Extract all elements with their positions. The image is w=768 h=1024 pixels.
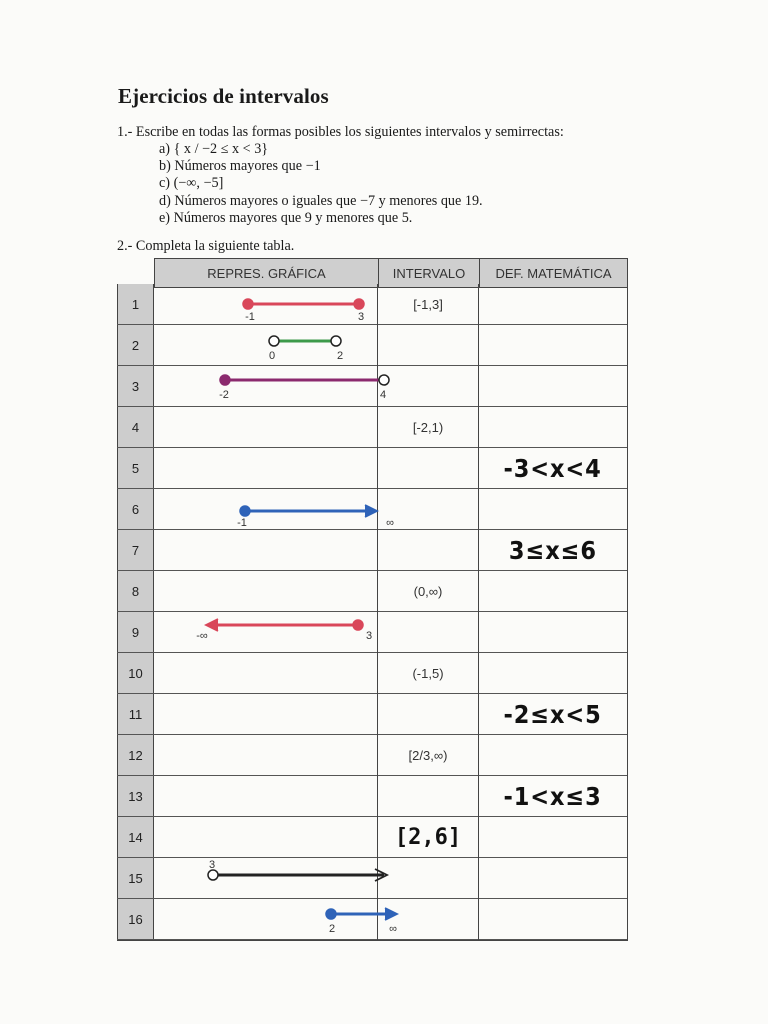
table-row [117,694,628,735]
repres-grafica-cell[interactable] [154,817,378,858]
def-matematica-cell[interactable] [479,325,628,366]
intervalo-cell[interactable] [378,325,479,366]
def-matematica-cell[interactable] [479,407,628,448]
def-matematica-cell[interactable] [479,735,628,776]
repres-grafica-cell[interactable] [154,448,378,489]
row-number: 9 [131,625,140,640]
right-endpoint-label: ∞ [389,923,397,935]
right-endpoint-label: 4 [379,389,387,401]
repres-grafica-cell[interactable] [154,694,378,735]
interval-table [117,258,628,942]
row-number: 11 [128,707,143,722]
table-row [117,571,628,612]
def-matematica-cell[interactable] [479,899,628,940]
exercise-1-item-e: e) Números mayores que 9 y menores que 5. [159,209,413,226]
row-number: 12 [128,748,143,763]
number-line-graph [154,899,397,940]
intervalo-value: (0,∞) [413,584,443,599]
closed-endpoint [353,620,363,630]
number-line-graph [154,325,378,366]
row-number: 14 [128,830,143,845]
def-matematica-cell[interactable] [479,694,628,735]
def-matematica-cell[interactable] [479,776,628,817]
intervalo-cell[interactable] [378,735,479,776]
table-row [117,407,628,448]
open-endpoint [269,336,279,346]
repres-grafica-cell[interactable] [154,653,378,694]
row-number: 15 [128,871,143,886]
repres-grafica-cell[interactable] [154,407,378,448]
closed-endpoint [326,909,336,919]
intervalo-cell[interactable] [378,489,479,530]
table-row [117,612,628,653]
table-row [117,366,628,407]
table-row [117,530,628,571]
intervalo-cell[interactable] [378,694,479,735]
right-endpoint-label: 3 [357,311,365,323]
def-matematica-value: -3<x<4 [503,454,603,483]
number-line-graph [154,284,378,325]
repres-grafica-cell[interactable] [154,284,378,325]
repres-grafica-cell[interactable] [154,899,397,940]
header-repres-grafica: REPRES. GRÁFICA [154,258,378,288]
repres-grafica-cell[interactable] [154,776,378,817]
row-number: 2 [131,338,140,353]
row-number: 16 [128,912,143,927]
def-matematica-cell[interactable] [479,530,628,571]
table-row [117,735,628,776]
def-matematica-cell[interactable] [479,858,628,899]
row-number: 8 [131,584,140,599]
closed-endpoint [243,299,253,309]
repres-grafica-cell[interactable] [154,735,378,776]
intervalo-cell[interactable] [378,407,479,448]
left-endpoint-label: 2 [328,923,336,935]
table-bottom-border [117,940,628,941]
def-matematica-value: -2≤x<5 [503,700,603,729]
number-line-graph [154,489,394,530]
header-intervalo: INTERVALO [378,258,479,288]
right-endpoint-label: 2 [336,350,344,362]
repres-grafica-cell[interactable] [154,325,378,366]
open-endpoint [208,870,218,880]
left-endpoint-label: -1 [237,517,247,529]
closed-endpoint [220,375,230,385]
def-matematica-value: -1<x≤3 [503,782,603,811]
intervalo-cell[interactable] [378,817,479,858]
exercise-2-prompt: 2.- Completa la siguiente tabla. [117,238,295,254]
right-endpoint-label: ∞ [386,517,394,529]
def-matematica-cell[interactable] [479,366,628,407]
def-matematica-cell[interactable] [479,448,628,489]
open-endpoint [331,336,341,346]
def-matematica-cell[interactable] [479,653,628,694]
arrow-head [365,505,377,517]
repres-grafica-cell[interactable] [154,612,378,653]
right-endpoint-label: 3 [365,630,373,642]
table-row [117,653,628,694]
number-line-graph [154,858,378,899]
repres-grafica-cell[interactable] [154,366,387,407]
left-endpoint-label: 0 [268,350,276,362]
exercise-1-item-a: a) { x / −2 ≤ x < 3} [159,141,269,157]
table-row [117,489,628,530]
intervalo-cell[interactable] [378,612,479,653]
repres-grafica-cell[interactable] [154,571,378,612]
row-number: 1 [131,297,140,312]
closed-endpoint [354,299,364,309]
intervalo-value: [-1,3] [413,297,443,312]
exercise-1-prompt: 1.- Escribe en todas las formas posibles los siguientes intervalos y semirrectas: [117,124,564,140]
exercise-1-items [159,141,483,227]
def-matematica-cell[interactable] [479,571,628,612]
header-def-matematica: DEF. MATEMÁTICA [479,258,628,288]
table-row [117,817,628,858]
left-endpoint-label: -∞ [196,630,208,642]
def-matematica-cell[interactable] [479,817,628,858]
row-number: 6 [131,502,140,517]
intervalo-cell[interactable] [378,899,479,940]
def-matematica-cell[interactable] [479,489,628,530]
intervalo-cell[interactable] [378,571,479,612]
number-line-graph [154,612,378,653]
table-row [117,448,628,489]
intervalo-cell[interactable] [378,776,479,817]
repres-grafica-cell[interactable] [154,858,378,899]
intervalo-cell[interactable] [378,366,479,407]
def-matematica-cell[interactable] [479,284,628,325]
exercise-1-item-b: b) Números mayores que −1 [159,158,321,175]
intervalo-cell[interactable] [378,448,479,489]
row-number: 13 [128,789,143,804]
left-endpoint-label: 3 [208,859,216,871]
intervalo-value: [2/3,∞) [408,748,448,763]
table-row [117,284,628,325]
closed-endpoint [240,506,250,516]
row-number: 3 [131,379,140,394]
repres-grafica-cell[interactable] [154,489,394,530]
left-endpoint-label: -1 [245,311,255,323]
table-row [117,899,628,940]
def-matematica-value: 3≤x≤6 [508,536,598,565]
table-row [117,325,628,366]
arrow-head [206,619,218,631]
intervalo-cell[interactable] [378,858,479,899]
exercise-1-item-c: c) (−∞, −5] [159,175,224,192]
row-number: 7 [131,543,140,558]
intervalo-cell[interactable] [378,284,479,325]
repres-grafica-cell[interactable] [154,530,378,571]
def-matematica-cell[interactable] [479,612,628,653]
intervalo-value: [2,6] [394,825,462,850]
row-number: 10 [128,666,143,681]
number-line-graph [154,366,387,407]
intervalo-value: [-2,1) [412,420,444,435]
table-row [117,776,628,817]
row-number: 5 [131,461,140,476]
row-number: 4 [131,420,140,435]
left-endpoint-label: -2 [219,389,229,401]
intervalo-cell[interactable] [378,530,479,571]
intervalo-value: (-1,5) [412,666,444,681]
intervalo-cell[interactable] [378,653,479,694]
exercise-1-item-d: d) Números mayores o iguales que −7 y menores que 19. [159,192,483,209]
page-title: Ejercicios de intervalos [118,84,329,108]
table-row [117,858,628,899]
